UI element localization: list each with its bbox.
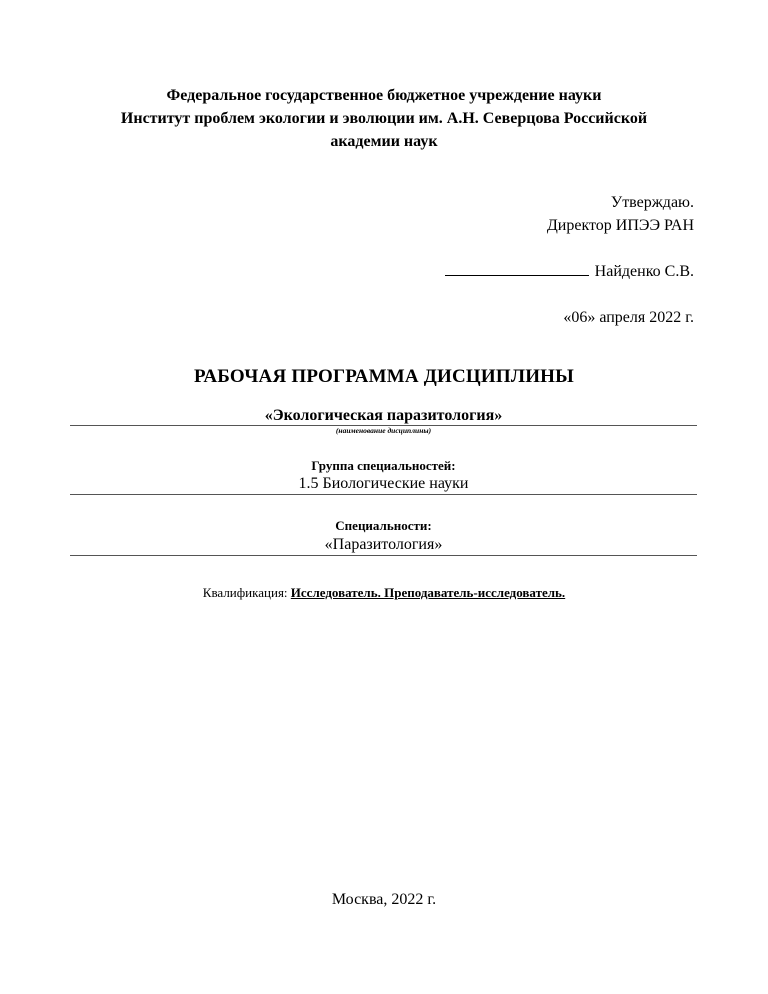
specialty-label: Специальности:	[335, 518, 432, 533]
institution-header	[70, 84, 698, 153]
approval-position: Директор ИПЭЭ РАН	[546, 217, 694, 234]
signature-line	[445, 261, 589, 276]
approval-heading: Утверждаю.	[610, 194, 694, 211]
qualification-row	[0, 584, 768, 602]
header-line-1: Федеральное государственное бюджетное учреждение науки	[166, 87, 602, 104]
approval-signature-row	[445, 260, 694, 283]
specialty-value: «Паразитология»	[70, 534, 697, 556]
approval-signatory: Найденко С.В.	[594, 263, 694, 280]
discipline-name: «Экологическая паразитология»	[70, 406, 697, 426]
document-title: РАБОЧАЯ ПРОГРАММА ДИСЦИПЛИНЫ	[193, 366, 575, 387]
group-value: 1.5 Биологические науки	[70, 473, 697, 495]
group-label: Группа специальностей:	[311, 458, 456, 473]
qualification-value: Исследователь. Преподаватель-исследователь.	[290, 585, 566, 600]
place-year: Москва, 2022 г.	[331, 891, 437, 908]
header-line-2: Институт проблем экологии и эволюции им. А.Н. Северцова Российской	[120, 110, 648, 127]
qualification-label: Квалификация:	[202, 585, 288, 600]
discipline-caption: (наименование дисциплины)	[335, 426, 432, 435]
approval-date: «06» апреля 2022 г.	[563, 309, 694, 326]
approval-block	[445, 191, 694, 329]
header-line-3: академии наук	[330, 133, 438, 150]
